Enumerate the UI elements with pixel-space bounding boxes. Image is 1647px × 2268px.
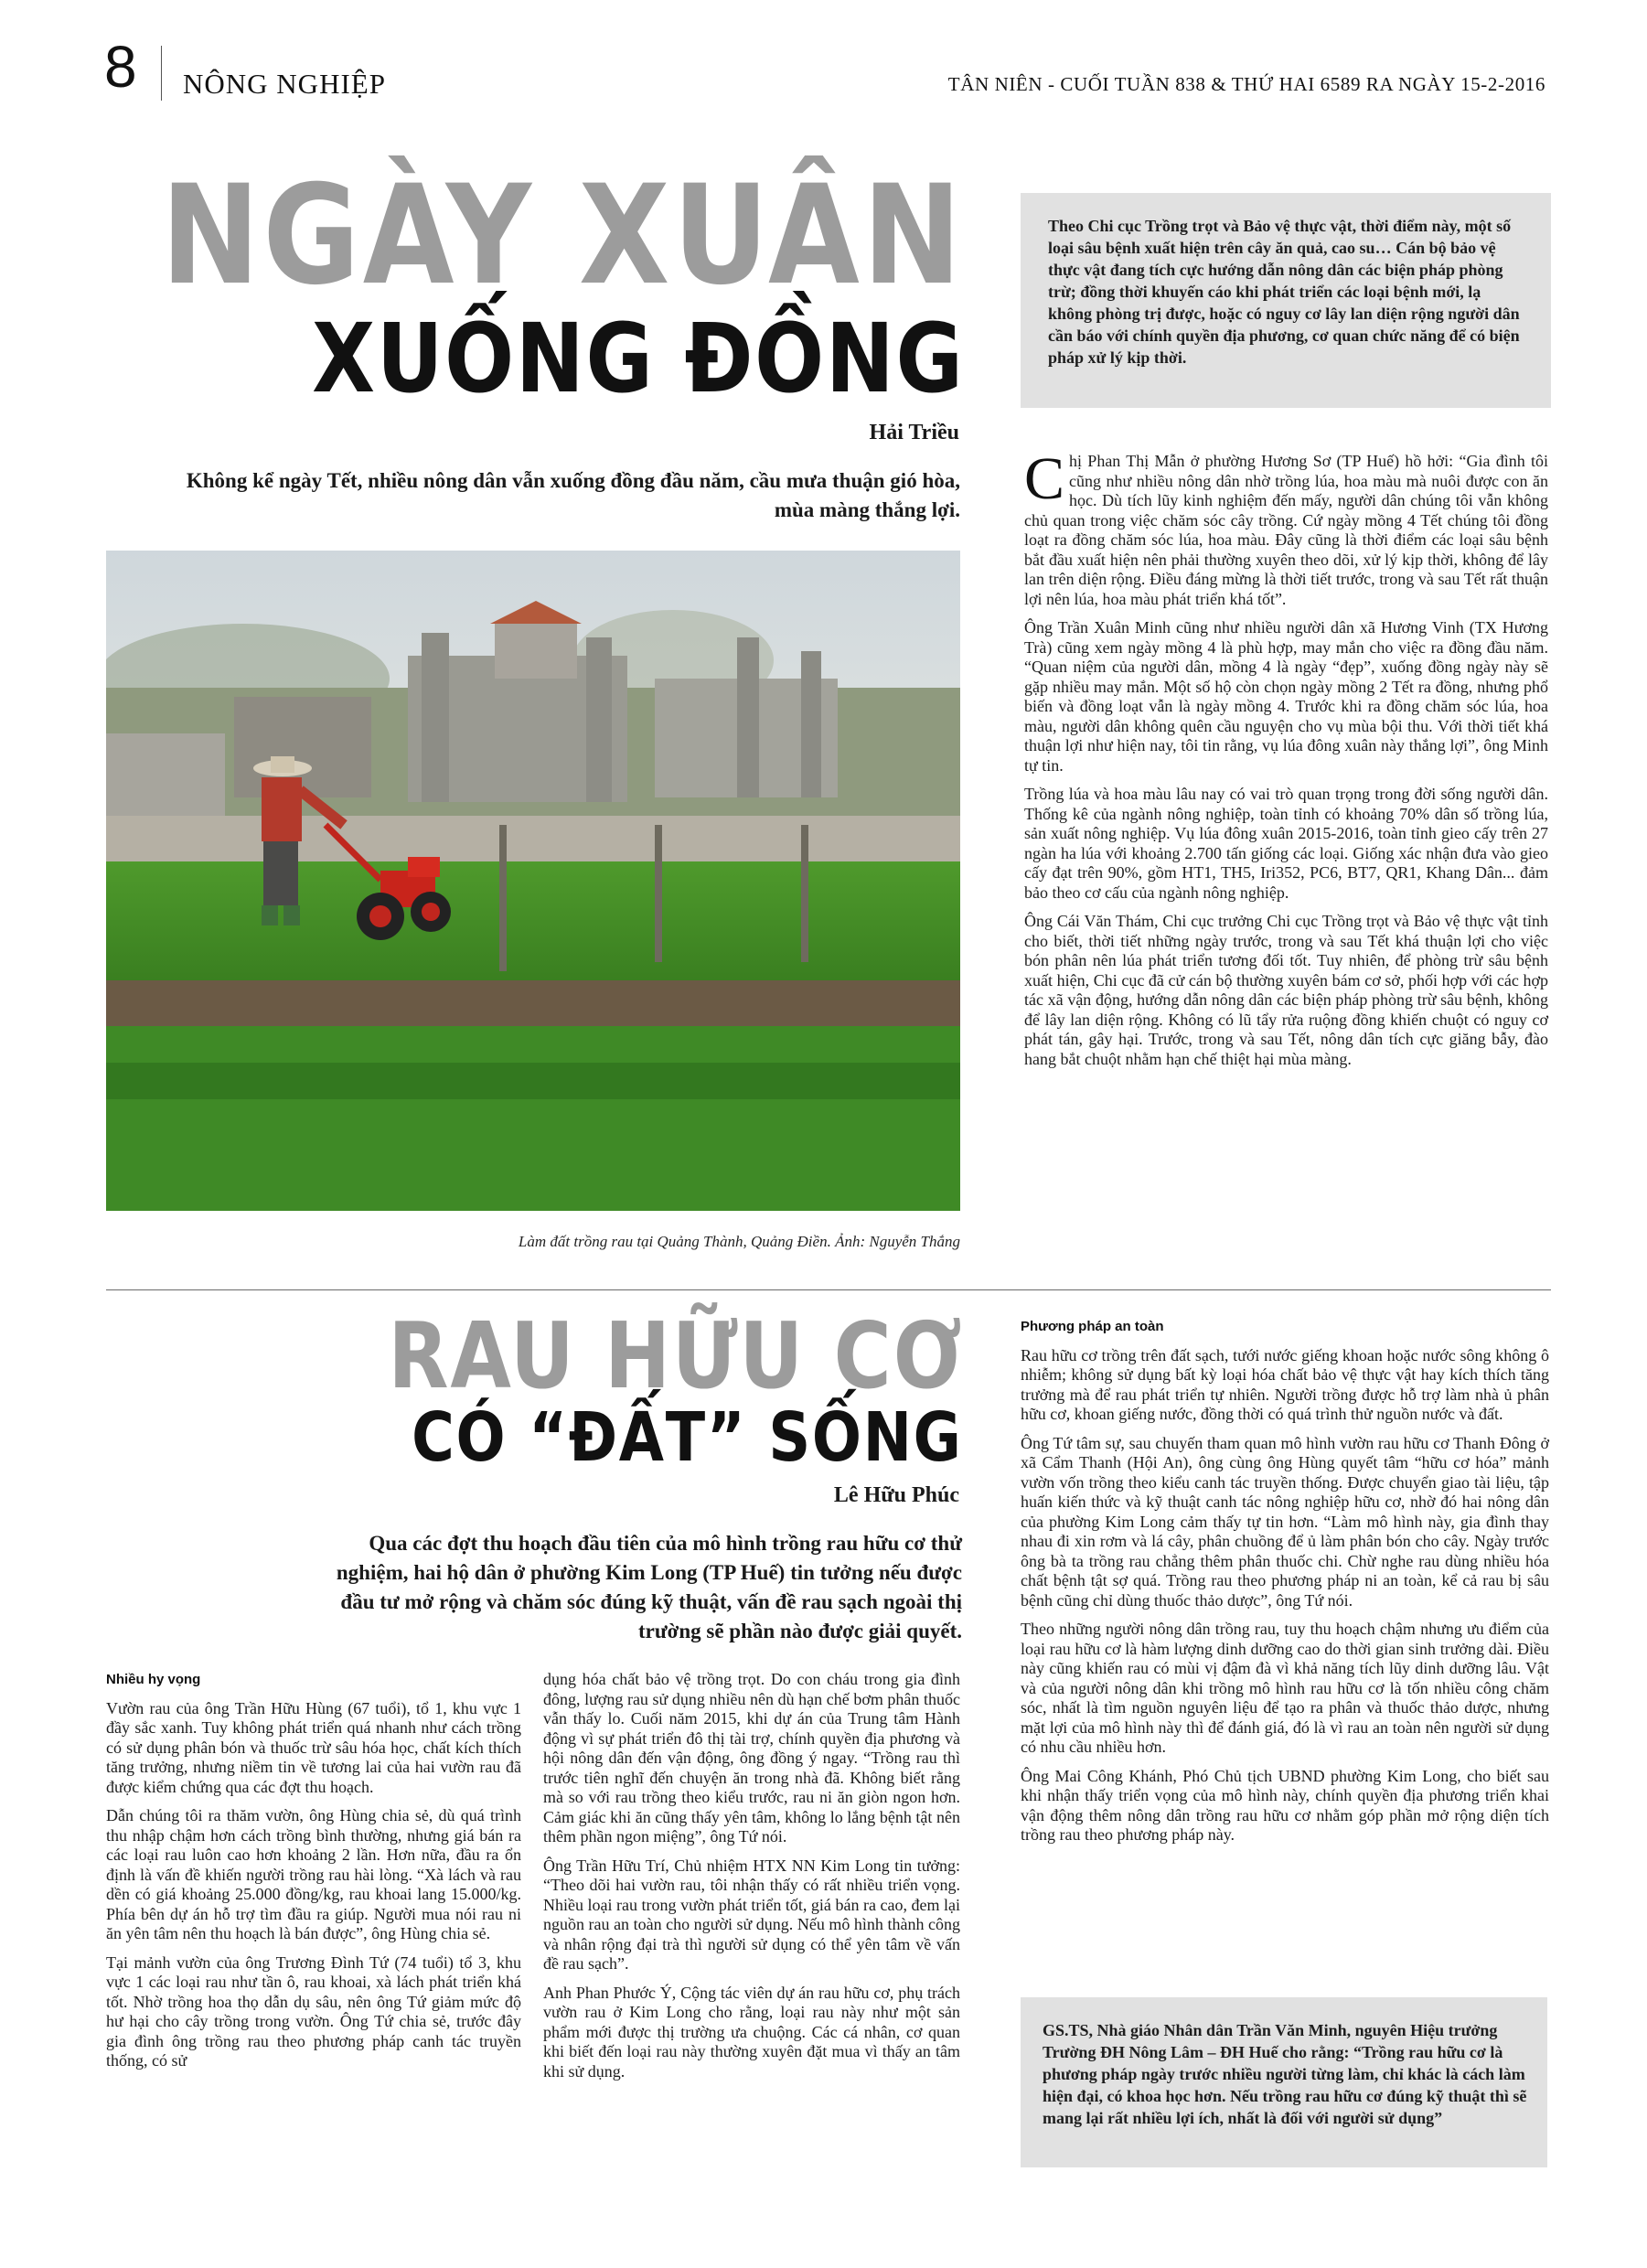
article1-paragraph-3: Trồng lúa và hoa màu lâu nay có vai trò quan trọng trong đời sống người dân. Thống kê của ngành nông nghiệp, toàn tỉnh có khoảng 70% dân số trồng lúa, sản xuất nông nghiệp. Vụ lúa đông xuân 2015-2016, toàn tỉnh gieo cấy trên 27 ngàn ha lúa với khoảng 2.700 tấn giống các loại. Giống xác nhận đưa vào gieo cấy đạt trên 90%, gồm HT1, TH5, Iri352, PC6, BT7, QR1, Khang Dân... đảm bảo theo cơ cấu của ngành nông nghiệp. — [1024, 785, 1548, 902]
issue-info: TÂN NIÊN - CUỐI TUẦN 838 & THỨ HAI 6589 RA NGÀY 15-2-2016 — [947, 73, 1545, 95]
subhead-hope: Nhiều hy vọng — [106, 1672, 201, 1687]
article2-c3-paragraph-2: Ông Tứ tâm sự, sau chuyến tham quan mô hình vườn rau hữu cơ Thanh Đông ở xã Cẩm Thanh (Hội An), ông cùng ông Hùng quyết tâm “hữu cơ hóa” mảnh vườn vốn trồng theo kiểu canh tác truyền thống. Được chuyển giao tài liệu, tập huấn kiến thức và kỹ thuật canh tác nông nghiệp hữu cơ, nhờ đó hai nông dân của phường Kim Long cảm thấy tự tin hơn. “Làm mô hình này, gia đình thay nhau đi xin rơm và lá cây, phân chuồng để ủ làm phân bón cho cây. Ngày trước ông bà ta trồng rau chẳng thêm phân thuốc chi. Chừ nghe rau dùng nhiều hóa chất bệnh tật sợ quá. Trồng rau theo phương pháp ni an toàn, kể cả rau bị sâu bệnh cũng chỉ dùng thuốc thảo dược”, ông Tứ nói. — [1021, 1433, 1549, 1610]
article2-c2-paragraph-3: Anh Phan Phước Ý, Cộng tác viên dự án rau hữu cơ, phụ trách vườn rau ở Kim Long cho rằng, loại rau này như một sản phẩm mới được thị trường ưa chuộng. Các cá nhân, cơ quan khi biết đến loại rau này thường xuyên đặt mua vì thấy an tâm khi sử dụng. — [543, 1983, 960, 2081]
article2-byline: Lê Hữu Phúc — [833, 1483, 959, 1507]
article1-paragraph-1-text: hị Phan Thị Mẫn ở phường Hương Sơ (TP Huế) hồ hởi: “Gia đình tôi cũng như nhiều nông dân nhờ trồng lúa, hoa màu mà nuôi được con ăn học. Dù tích lũy kinh nghiệm đến mấy, người dân chúng tôi vẫn không chủ quan trong việc chăm sóc cây trồng. Cứ ngày mồng 4 Tết chúng tôi đồng loạt ra đồng chăm sóc lúa, hoa màu. Đây cũng là thời điểm các loại sâu bệnh bắt đầu xuất hiện nên phải thường xuyên theo dõi, xử lý kịp thời, không để lây lan trên diện rộng. Điều đáng mừng là thời tiết trước, trong và sau Tết rất thuận lợi nên lúa, hoa màu phát triển khá tốt”. — [1024, 452, 1548, 608]
article2-c2-paragraph-2: Ông Trần Hữu Trí, Chủ nhiệm HTX NN Kim Long tin tưởng: “Theo dõi hai vườn rau, tôi nhận thấy có rất nhiều triển vọng. Nhiều loại rau trong vườn phát triển tốt, giá bán ra cao, đem lại nguồn rau an toàn cho người sử dụng. Nếu mô hình thành công và nhân rộng đại trà thì người sử dụng có thể yên tâm về vấn đề rau sạch”. — [543, 1856, 960, 1973]
article2-sapo: Qua các đợt thu hoạch đầu tiên của mô hình trồng rau hữu cơ thử nghiệm, hai hộ dân ở phường Kim Long (TP Huế) tin tưởng nếu được đầu tư mở rộng và chăm sóc đúng kỹ thuật, vấn đề rau sạch ngoài thị trường sẽ phần nào được giải quyết. — [336, 1532, 962, 1642]
drop-cap: C — [1024, 445, 1065, 512]
section-divider — [106, 1289, 1551, 1290]
article1-paragraph-1 — [1024, 445, 1548, 609]
article1-title-line1: NGÀY XUÂN — [161, 156, 965, 316]
article2-quote-box: GS.TS, Nhà giáo Nhân dân Trần Văn Minh, nguyên Hiệu trưởng Trường ĐH Nông Lâm – ĐH Huế cho rằng: “Trồng rau hữu cơ là phương pháp ngày trước nhiều người từng làm, chỉ khác là cách làm hiện đại, có khoa học hơn. Nếu trồng rau hữu cơ đúng kỹ thuật thì sẽ mang lại rất nhiều lợi ích, nhất là đối với người sử dụng” — [1021, 1997, 1547, 2167]
article-photo — [106, 551, 960, 1211]
header-divider — [161, 46, 162, 101]
page-number: 8 — [104, 34, 137, 100]
article1-sapo: Không kể ngày Tết, nhiều nông dân vẫn xuống đồng đầu năm, cầu mưa thuận gió hòa, mùa màng thắng lợi. — [186, 469, 960, 521]
article2-title-line1: RAU HỮU CƠ — [388, 1302, 963, 1409]
article1-paragraph-2: Ông Trần Xuân Minh cũng như nhiều người dân xã Hương Vinh (TX Hương Trà) cũng xem ngày mồng 4 là phù hợp, may mắn cho việc ra đồng đầu năm. “Quan niệm của người dân, mồng 4 là ngày “đẹp”, xuống đồng ngày này sẽ gặp nhiều may mắn. Một số hộ còn chọn ngày mồng 2 Tết ra đồng, nhưng phổ biến và đồng loạt vẫn là ngày mồng 4. Trước khi ra đồng chăm sóc lúa, hoa màu, người dân không quên cầu nguyện cho vụ mùa bội thu. Với thời tiết khá thuận lợi như hiện nay, tôi tin rằng, vụ lúa đông xuân này thắng lợi”, ông Minh tự tin. — [1024, 618, 1548, 775]
subhead-safe-method: Phương pháp an toàn — [1021, 1319, 1164, 1334]
article2-c1-paragraph-2: Dẫn chúng tôi ra thăm vườn, ông Hùng chia sẻ, dù quá trình thu nhập chậm hơn cách trồng bình thường, nhưng giá bán ra các loại rau luôn cao hơn khoảng 2 lần. Hơn nữa, đầu ra ổn định là vấn đề khiến người trồng rau hài lòng. “Xà lách và rau dền có giá khoảng 25.000 đồng/kg, rau khoai lang 15.000/kg. Phía bên dự án hỗ trợ tìm đầu ra giúp. Người mua nói rau ni ăn yên tâm nên thu hoạch là bán được”, ông Hùng chia sẻ. — [106, 1806, 521, 1942]
farmer-tilling-illustration — [106, 551, 960, 1211]
article1-body — [1024, 445, 1548, 1078]
article2-column-2 — [543, 1670, 960, 2091]
article2-column-3 — [1021, 1317, 1549, 1855]
article1-paragraph-4: Ông Cái Văn Thám, Chi cục trưởng Chi cục Trồng trọt và Bảo vệ thực vật tỉnh cho biết, thời tiết những ngày trước, trong và sau Tết khá thuận lợi cho việc bón phân nên lúa phát triển tương đối tốt. Tuy nhiên, để phòng trừ sâu bệnh xuất hiện, Chi cục đã cử cán bộ thường xuyên bám cơ sở, phối hợp với các hợp tác xã vận động, hướng dẫn nông dân các biện pháp phòng trừ sâu bệnh, không để lây lan diện rộng. Không có lũ tẩy rửa ruộng đồng khiến chuột có nguy cơ phát tán, gây hại. Trước, trong và sau Tết, nông dân tích cực giăng bẫy, đào hang bắt chuột nhằm hạn chế thiệt hại mùa màng. — [1024, 912, 1548, 1068]
article2-title-line2: CÓ “ĐẤT” SỐNG — [412, 1398, 963, 1477]
article1-title-line2: XUỐNG ĐỒNG — [312, 303, 965, 414]
photo-caption: Làm đất trồng rau tại Quảng Thành, Quảng Điền. Ảnh: Nguyễn Thắng — [518, 1233, 960, 1250]
article2-c1-paragraph-1: Vườn rau của ông Trần Hữu Hùng (67 tuổi), tổ 1, khu vực 1 đầy sắc xanh. Tuy không phát triển quá nhanh như cách trồng có sử dụng phân bón và thuốc trừ sâu hóa học, chất kích thích tăng trưởng, nhưng niềm tin về tương lai của hai vườn rau đã được kiểm chứng qua các đợt thu hoạch. — [106, 1698, 521, 1796]
article2-c3-paragraph-4: Ông Mai Công Khánh, Phó Chủ tịch UBND phường Kim Long, cho biết sau khi nhận thấy triển vọng của mô hình này, chính quyền địa phương triển khai vận động thêm nông dân trồng rau hữu cơ nhằm góp phần mở rộng diện tích trồng rau theo phương pháp này. — [1021, 1766, 1549, 1844]
article2-c3-paragraph-1: Rau hữu cơ trồng trên đất sạch, tưới nước giếng khoan hoặc nước sông không ô nhiễm; không sử dụng bất kỳ loại hóa chất bảo vệ thực vật hay kích thích tăng trưởng mà để rau phát triển tự nhiên. Người trồng được hỗ trợ làm nhà ủ phân hữu cơ, khoan giếng nước, đồng thời có quá trình thử nguồn nước và đất. — [1021, 1345, 1549, 1423]
article1-byline: Hải Triều — [869, 421, 959, 444]
section-title: NÔNG NGHIỆP — [183, 68, 386, 100]
article2-column-1 — [106, 1670, 521, 2081]
article2-c2-paragraph-1: dụng hóa chất bảo vệ trồng trọt. Do con cháu trong gia đình đông, lượng rau sử dụng nhiều nên dù hạn chế bơm phân thuốc vẫn thấy lo. Cuối năm 2015, khi dự án của Trung tâm Hành động vì sự phát triển đô thị tài trợ, chính quyền địa phương và hội nông dân đến vận động, ông đồng ý ngay. “Trồng rau thì trước tiên nghĩ đến chuyện ăn trong nhà đã. Không biết rằng mà so với rau trồng theo kiểu trước, rau ni ăn giòn ngon hơn. Cảm giác khi ăn cũng thấy yên tâm, không lo lắng bệnh tật nên thêm phần ngon miệng”, ông Tứ nói. — [543, 1670, 960, 1845]
article2-c1-paragraph-3: Tại mảnh vườn của ông Trương Đình Tứ (74 tuổi) tổ 3, khu vực 1 các loại rau như tần ô, rau khoai, xà lách phát triển khá tốt. Nhờ trồng hoa thọ dẫn dụ sâu, nên ông Tứ giảm mức độ hư hại cho cây trồng trong vườn. Ông Tứ chia sẻ, trước đây gia đình ông trồng rau theo phương pháp canh tác truyền thống, có sử — [106, 1952, 521, 2070]
article2-c3-paragraph-3: Theo những người nông dân trồng rau, tuy thu hoạch chậm nhưng ưu điểm của loại rau hữu cơ là hàm lượng dinh dưỡng cao do thời gian sinh trưởng dài. Điều này cũng khiến rau có mùi vị đậm đà vì khả năng tích lũy dinh dưỡng lâu. Vật và của người nông dân khi trồng mô hình rau hữu cơ là tốn nhiều công chăm sóc, nhất là tìm nguồn nguyên liệu để tạo ra phân và thuốc thảo dược, nhưng mặt lợi của mô hình này thì để đánh giá, đó là vì rau an toàn nên người sử dụng có nhu cầu nhiều hơn. — [1021, 1620, 1549, 1756]
article1-sidebar-box: Theo Chi cục Trồng trọt và Bảo vệ thực vật, thời điểm này, một số loại sâu bệnh xuất hiện trên cây ăn quả, cao su… Cán bộ bảo vệ thực vật đang tích cực hướng dẫn nông dân các biện pháp phòng trừ; đồng thời khuyến cáo khi phát triển các loại bệnh mới, lạ không phòng trị được, hoặc có nguy cơ lây lan diện rộng người dân cần báo với chính quyền địa phương, cơ quan chức năng để có biện pháp xử lý kịp thời. — [1021, 193, 1551, 408]
